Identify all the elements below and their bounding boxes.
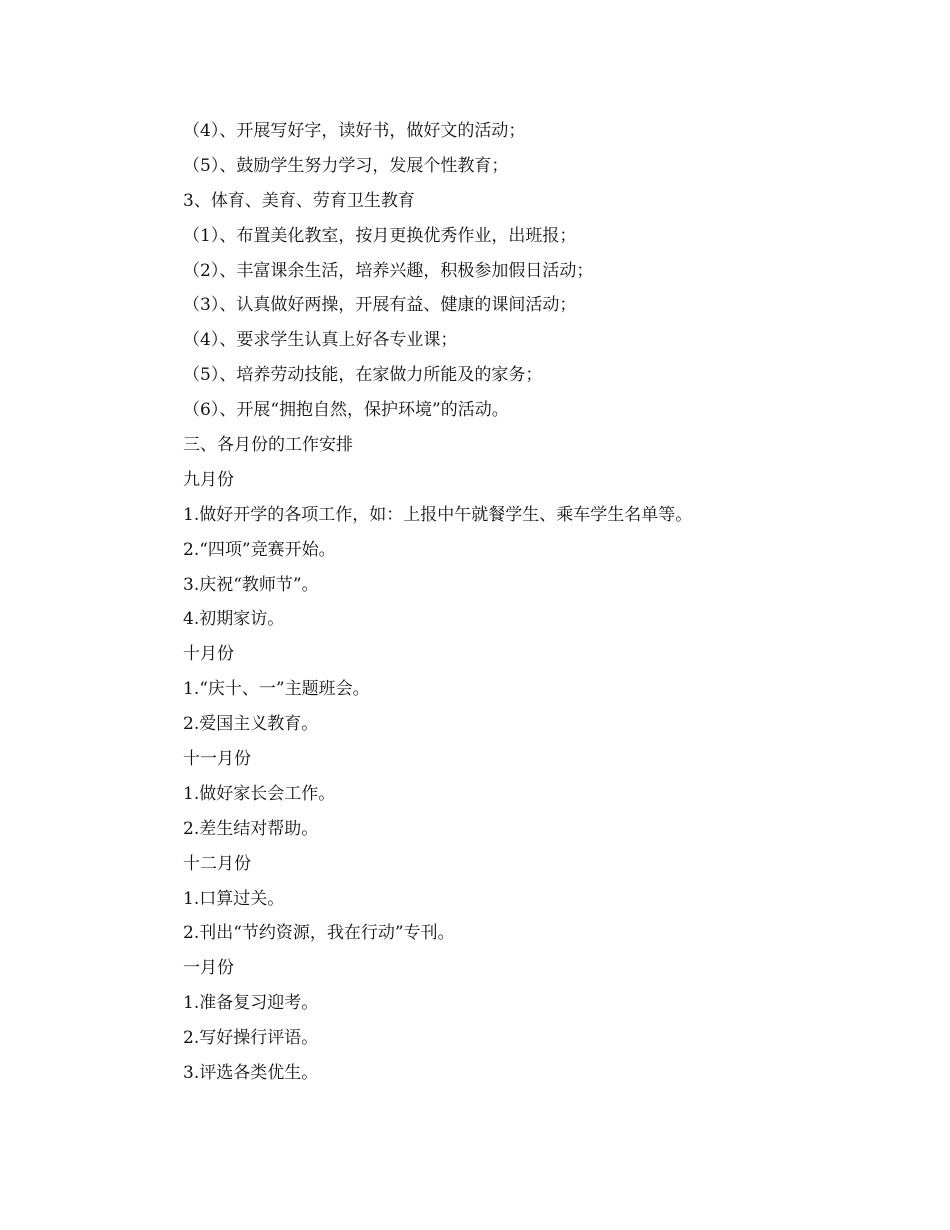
text-line-item-1-classroom: （1）、布置美化教室，按月更换优秀作业，出班报；: [183, 225, 577, 246]
text-line-dec-2: 2.刊出“节约资源，我在行动”专刊。: [183, 923, 455, 944]
month-heading-september: 九月份: [183, 469, 234, 490]
section-heading-pe-arts-labor: 3、体育、美育、劳育卫生教育: [183, 190, 415, 211]
text-line-sept-2: 2.“四项”竞赛开始。: [183, 539, 336, 560]
text-line-item-5-labor: （5）、培养劳动技能，在家做力所能及的家务；: [183, 365, 543, 386]
text-line-item-3-exercises: （3）、认真做好两操，开展有益、健康的课间活动；: [183, 295, 577, 316]
month-heading-january: 一月份: [183, 958, 234, 979]
document-body: [183, 114, 903, 1091]
text-line-oct-1: 1.“庆十、一”主题班会。: [183, 679, 370, 700]
text-line-item-2-extracurricular: （2）、丰富课余生活，培养兴趣，积极参加假日活动；: [183, 260, 594, 281]
month-heading-december: 十二月份: [183, 853, 251, 874]
text-line-jan-1: 1.准备复习迎考。: [183, 993, 319, 1014]
text-line-oct-2: 2.爱国主义教育。: [183, 714, 319, 735]
month-heading-november: 十一月份: [183, 749, 251, 770]
month-heading-october: 十月份: [183, 644, 234, 665]
text-line-nov-1: 1.做好家长会工作。: [183, 783, 336, 804]
text-line-sept-3: 3.庆祝“教师节”。: [183, 574, 319, 595]
text-line-dec-1: 1.口算过关。: [183, 888, 285, 909]
text-line-jan-3: 3.评选各类优生。: [183, 1063, 319, 1084]
text-line-item-6-nature: （6）、开展“拥抱自然，保护环境”的活动。: [183, 400, 509, 421]
text-line-item-5-study: （5）、鼓励学生努力学习，发展个性教育；: [183, 155, 509, 176]
text-line-item-4-courses: （4）、要求学生认真上好各专业课；: [183, 330, 458, 351]
text-line-item-4-writing: （4）、开展写好字，读好书，做好文的活动；: [183, 121, 526, 141]
text-line-sept-4: 4.初期家访。: [183, 609, 285, 630]
section-heading-monthly-plan: 三、各月份的工作安排: [183, 435, 353, 456]
text-line-nov-2: 2.差生结对帮助。: [183, 818, 319, 839]
text-line-sept-1: 1.做好开学的各项工作，如：上报中午就餐学生、乘车学生名单等。: [183, 504, 693, 525]
text-line-jan-2: 2.写好操行评语。: [183, 1028, 319, 1049]
